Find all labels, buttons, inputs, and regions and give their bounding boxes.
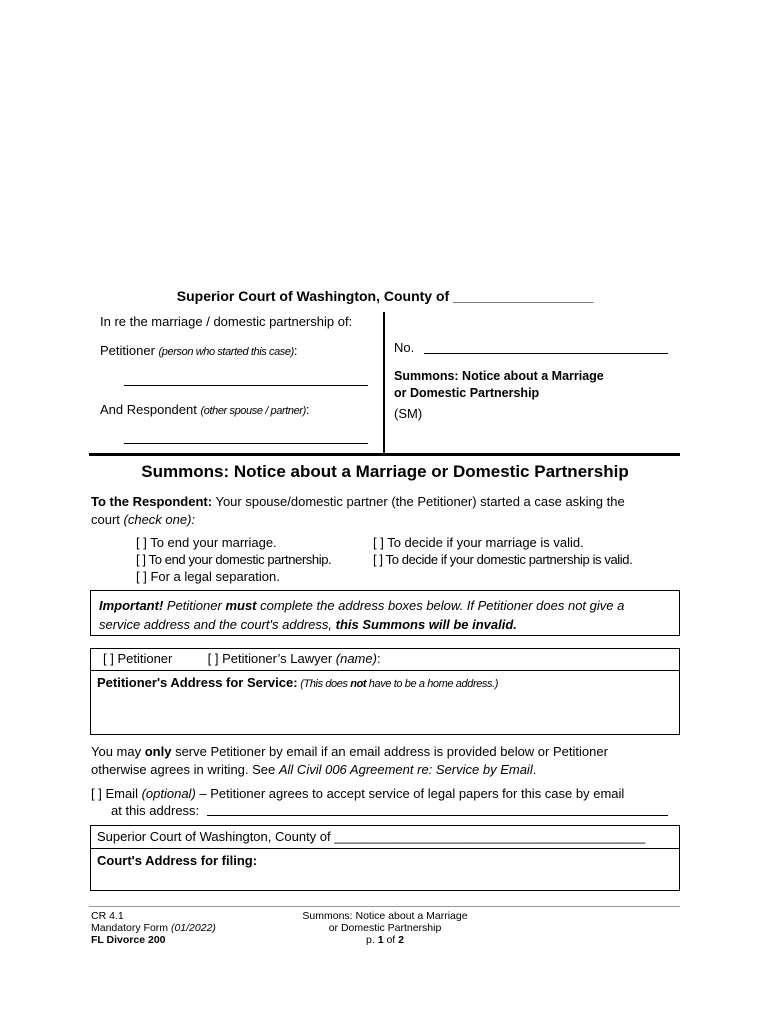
address-hint-not: not [350,678,367,690]
page-number: 1 [377,934,384,946]
court-county-row[interactable]: Superior Court of Washington, County of ___________________________________________ [91,826,679,849]
email-option[interactable] [91,785,691,819]
respondent-name-line[interactable] [124,443,368,444]
fl-divorce-code: FL Divorce 200 [91,934,166,946]
form-number: CR 4.1 [91,910,124,922]
caption-bottom-rule [89,453,680,456]
case-number-line[interactable] [424,353,668,354]
intro-lead: To the Respondent: [91,494,213,509]
page-total: 2 [398,934,404,946]
petitioner-label: Petitioner [100,343,155,358]
option-marriage-valid[interactable]: [ ] To decide if your marriage is valid. [373,535,584,550]
important-invalid: this Summons will be invalid. [335,617,517,632]
option-petitioner-lawyer[interactable]: [ ] Petitioner’s Lawyer [207,651,336,666]
footer-title-1: Summons: Notice about a Marriage [302,910,468,922]
court-address-field[interactable]: Court's Address for filing: [97,853,258,868]
page-prefix: p. [366,934,378,946]
important-must: must [225,598,257,613]
petitioner-address-field[interactable] [91,671,679,690]
colon: : [305,402,310,417]
court-header: Superior Court of Washington, County of __________________ [176,288,594,304]
page-title: Summons: Notice about a Marriage or Domestic Partnership [141,462,629,481]
email-para-text-1: You may [91,744,145,759]
option-end-partnership[interactable]: [ ] To end your domestic partnership. [136,552,332,567]
email-address-line[interactable] [207,815,668,816]
colon: : [293,343,298,358]
mandatory-form: Mandatory Form [91,922,171,934]
check-one-hint: (check one): [123,512,196,527]
in-re-label: In re the marriage / domestic partnership of: [100,314,353,329]
important-lead: Important! [99,598,164,613]
options-right [373,534,632,568]
respondent-label-row [100,402,309,417]
important-text-3: service address and the court's address, [99,617,336,632]
mandatory-form-row [91,922,216,934]
intro-text-2: court [91,512,124,527]
footer-rule [89,906,680,907]
email-option-text-2: – Petitioner agrees to accept service of legal papers for this case by email [195,786,625,801]
petitioner-hint: (person who started this case) [158,346,294,358]
email-para-text-2: serve Petitioner by email if an email address is provided below or Petitioner [171,744,608,759]
caption-divider [383,312,385,454]
respondent-label: And Respondent [100,402,197,417]
petitioner-address-box [90,648,680,735]
address-hint-b: have to be a home address.) [366,678,499,690]
intro-paragraph [91,493,691,529]
important-box [90,590,680,636]
email-option-text-3: at this address: [111,803,200,818]
petitioner-address-label: Petitioner's Address for Service: [97,675,298,690]
email-para-only: only [144,744,172,759]
option-partnership-valid[interactable]: [ ] To decide if your domestic partnership is valid. [373,552,633,567]
address-hint-a: (This does [297,678,351,690]
caption-doc-title-1: Summons: Notice about a Marriage [394,369,604,383]
caption-doc-code: (SM) [394,406,423,421]
page-of: of [383,934,399,946]
page-indicator [235,934,535,946]
email-option-text-1: Email [101,786,142,801]
option-end-marriage[interactable]: [ ] To end your marriage. [136,535,277,550]
email-optional-hint: (optional) [141,786,196,801]
email-para-text-4: . [532,762,537,777]
footer-title-2: or Domestic Partnership [328,922,442,934]
options-left [136,534,331,585]
email-paragraph [91,743,691,779]
colon: : [376,651,381,666]
footer-left [91,910,216,946]
important-text-1: Petitioner [163,598,226,613]
petitioner-name-line[interactable] [124,385,368,386]
footer-center [235,910,535,946]
caption-doc-title-2: or Domestic Partnership [394,386,540,400]
petitioner-box-header [91,649,679,671]
email-checkbox[interactable]: [ ] [91,786,102,801]
respondent-hint: (other spouse / partner) [200,405,306,417]
name-hint: (name) [335,651,377,666]
court-address-box [90,825,680,891]
petitioner-label-row [100,343,298,358]
option-petitioner[interactable]: [ ] Petitioner [103,651,173,666]
case-number-label: No. [394,340,415,355]
email-para-text-3: otherwise agrees in writing. See [91,762,279,777]
intro-text-1: Your spouse/domestic partner (the Petitioner) started a case asking the [212,494,625,509]
email-para-reference: All Civil 006 Agreement re: Service by Email [278,762,533,777]
mandatory-date: (01/2022) [170,922,216,934]
option-legal-separation[interactable]: [ ] For a legal separation. [136,569,280,584]
important-text-2: complete the address boxes below. If Petitioner does not give a [256,598,625,613]
